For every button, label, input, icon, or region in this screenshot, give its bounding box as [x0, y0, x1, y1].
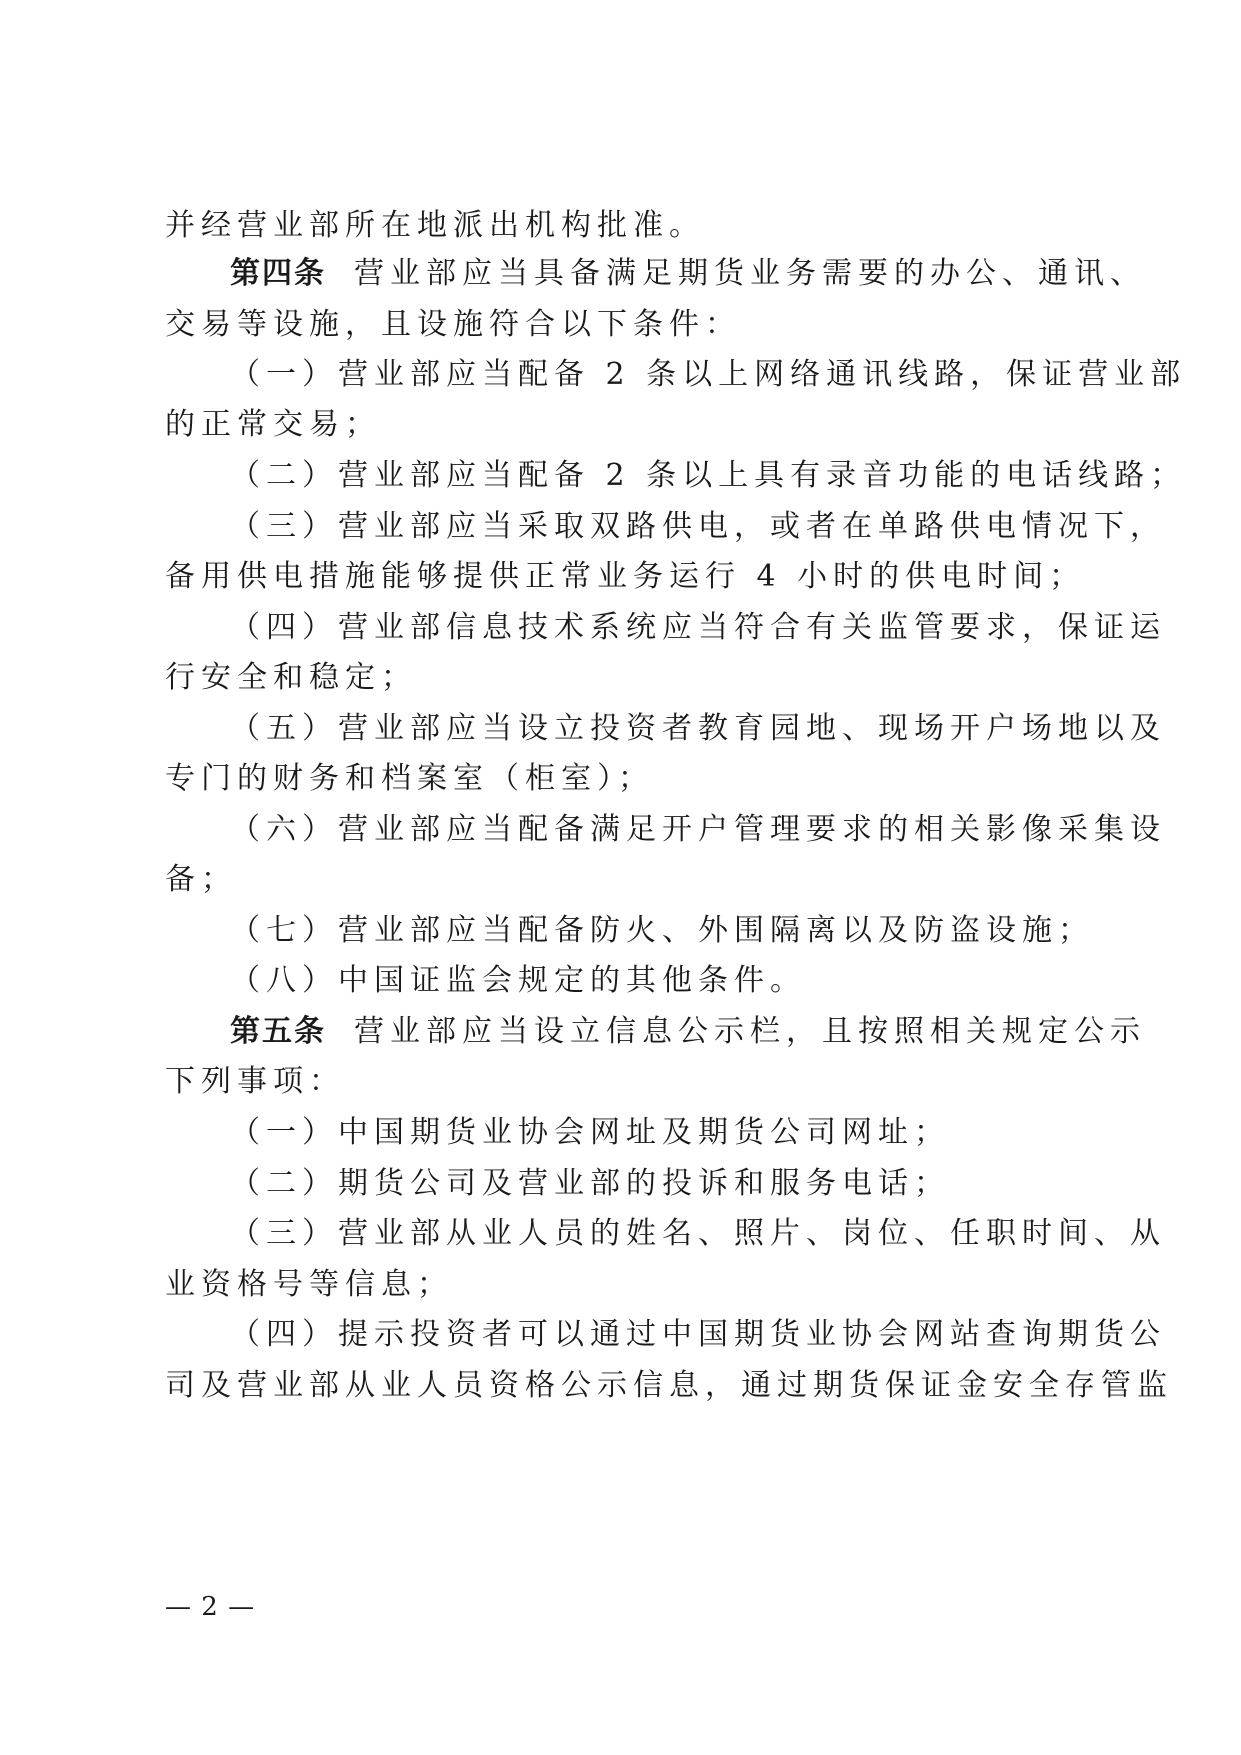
text-line: 业资格号等信息；	[165, 1267, 453, 1302]
text-span: 营业部应当设立信息公示栏，且按照相关规定公示	[354, 1014, 1146, 1049]
text-line: （六）营业部应当配备满足开户管理要求的相关影像采集设	[230, 812, 1166, 847]
text-line: （八）中国证监会规定的其他条件。	[230, 963, 806, 998]
text-line: 专门的财务和档案室（柜室）；	[165, 761, 654, 796]
article-heading: 第五条	[230, 1014, 326, 1049]
text-line: （二）期货公司及营业部的投诉和服务电话；	[230, 1166, 950, 1201]
text-line: 下列事项：	[165, 1064, 345, 1099]
text-line: 备用供电措施能够提供正常业务运行 4 小时的供电时间；	[165, 559, 1086, 594]
text-line: 的正常交易；	[165, 407, 381, 442]
article-line	[230, 246, 1146, 302]
text-line: （五）营业部应当设立投资者教育园地、现场开户场地以及	[230, 711, 1166, 746]
page-number: — 2 —	[165, 1592, 256, 1622]
text-line: 备；	[165, 862, 237, 897]
text-line: （二）营业部应当配备 2 条以上具有录音功能的电话线路；	[230, 458, 1187, 493]
text-line: （四）营业部信息技术系统应当符合有关监管要求，保证运	[230, 610, 1166, 645]
article-heading: 第四条	[230, 256, 326, 291]
text-line: （七）营业部应当配备防火、外围隔离以及防盗设施；	[230, 913, 1094, 948]
article-line	[230, 1004, 1146, 1060]
text-line: （一）中国期货业协会网址及期货公司网址；	[230, 1115, 950, 1150]
text-line: （一）营业部应当配备 2 条以上网络通讯线路，保证营业部	[230, 357, 1187, 392]
text-line: 交易等设施，且设施符合以下条件：	[165, 307, 741, 342]
text-line: 行安全和稳定；	[165, 660, 417, 695]
text-line: 司及营业部从业人员资格公示信息，通过期货保证金安全存管监	[165, 1368, 1173, 1403]
text-span: 营业部应当具备满足期货业务需要的办公、通讯、	[354, 256, 1146, 291]
text-line: （三）营业部从业人员的姓名、照片、岗位、任职时间、从	[230, 1216, 1166, 1251]
text-line: 并经营业部所在地派出机构批准。	[165, 208, 705, 243]
text-line: （三）营业部应当采取双路供电，或者在单路供电情况下，	[230, 509, 1166, 544]
text-line: （四）提示投资者可以通过中国期货业协会网站查询期货公	[230, 1317, 1166, 1352]
